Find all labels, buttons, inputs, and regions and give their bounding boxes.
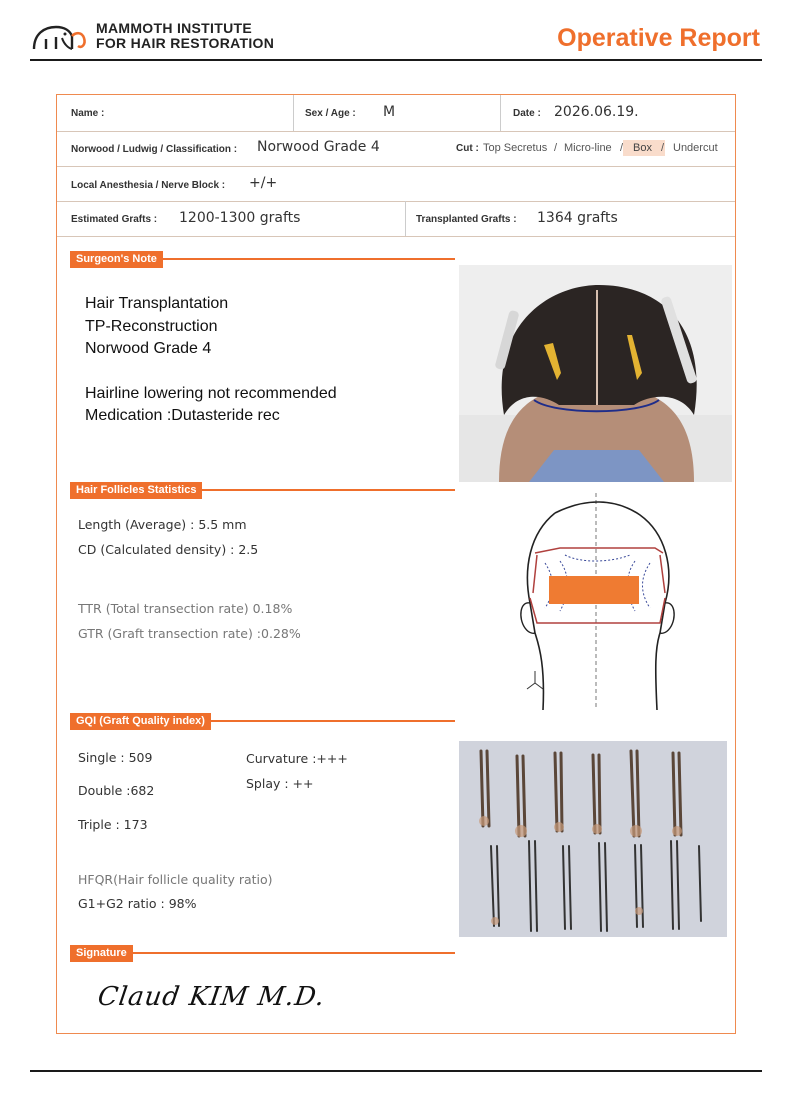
form-row-grafts	[57, 201, 735, 237]
donor-area-head-diagram	[515, 493, 680, 710]
note-line: Norwood Grade 4	[85, 340, 212, 357]
elephant-logo-icon	[32, 22, 90, 52]
form-row-classification	[57, 131, 735, 167]
splay-value: Splay : ++	[246, 776, 314, 791]
cell-divider	[500, 95, 501, 131]
cut-separator: /	[620, 142, 624, 154]
hfqr-label: HFQR(Hair follicle quality ratio)	[78, 872, 273, 887]
estimated-grafts-value[interactable]: 1200-1300 grafts	[179, 210, 301, 226]
cut-option-micro-line[interactable]: Micro-line	[564, 142, 612, 154]
form-row-anesthesia	[57, 166, 735, 202]
note-line: Hairline lowering not recommended	[85, 385, 337, 402]
single-count: Single : 509	[78, 750, 153, 765]
note-line: Medication :Dutasteride rec	[85, 407, 280, 424]
date-label: Date :	[513, 108, 541, 119]
organization-name	[96, 21, 274, 51]
name-label: Name :	[71, 108, 105, 119]
calculated-density: CD (Calculated density) : 2.5	[78, 542, 259, 557]
double-count: Double :682	[78, 783, 155, 798]
note-line: TP-Reconstruction	[85, 318, 218, 335]
cut-separator: /	[554, 142, 558, 154]
organization-name-line1: MAMMOTH INSTITUTE	[96, 20, 252, 36]
sex-age-value[interactable]: M	[383, 104, 396, 120]
form-row-identity	[57, 95, 735, 132]
cell-divider	[293, 95, 294, 131]
scalp-photo	[459, 265, 732, 482]
follicle-stats-heading: Hair Follicles Statistics	[70, 482, 202, 499]
date-value[interactable]: 2026.06.19.	[554, 104, 639, 120]
transplanted-grafts-label: Transplanted Grafts :	[416, 214, 517, 225]
estimated-grafts-label: Estimated Grafts :	[71, 214, 158, 225]
page-title: Operative Report	[557, 24, 760, 52]
gqi-heading: GQI (Graft Quality index)	[70, 713, 211, 730]
handwritten-signature: Claud KIM M.D.	[95, 982, 328, 1012]
total-transection-rate: TTR (Total transection rate) 0.18%	[78, 601, 293, 616]
cell-divider	[405, 201, 406, 236]
anesthesia-value[interactable]: +/+	[249, 175, 278, 191]
anesthesia-label: Local Anesthesia / Nerve Block :	[71, 180, 226, 191]
cut-option-box[interactable]: Box	[633, 142, 652, 154]
organization-name-line2: FOR HAIR RESTORATION	[96, 35, 275, 51]
graft-transection-rate: GTR (Graft transection rate) :0.28%	[78, 626, 301, 641]
curvature-value: Curvature :+++	[246, 751, 348, 766]
triple-count: Triple : 173	[78, 817, 148, 832]
cut-option-undercut[interactable]: Undercut	[673, 142, 718, 154]
cut-label: Cut :	[456, 143, 479, 154]
g1-g2-ratio: G1+G2 ratio : 98%	[78, 896, 197, 911]
classification-label: Norwood / Ludwig / Classification :	[71, 144, 238, 155]
graft-follicles-photo	[459, 741, 727, 937]
surgeons-note-heading: Surgeon's Note	[70, 251, 163, 268]
top-divider	[30, 59, 762, 61]
transplanted-grafts-value[interactable]: 1364 grafts	[537, 210, 618, 226]
signature-heading: Signature	[70, 945, 133, 962]
bottom-divider	[30, 1070, 762, 1072]
cut-separator: /	[661, 142, 665, 154]
length-average: Length (Average) : 5.5 mm	[78, 517, 247, 532]
cut-option-top-secretus[interactable]: Top Secretus	[483, 142, 548, 154]
sex-age-label: Sex / Age :	[305, 108, 356, 119]
classification-value[interactable]: Norwood Grade 4	[257, 139, 380, 155]
note-line: Hair Transplantation	[85, 295, 229, 312]
